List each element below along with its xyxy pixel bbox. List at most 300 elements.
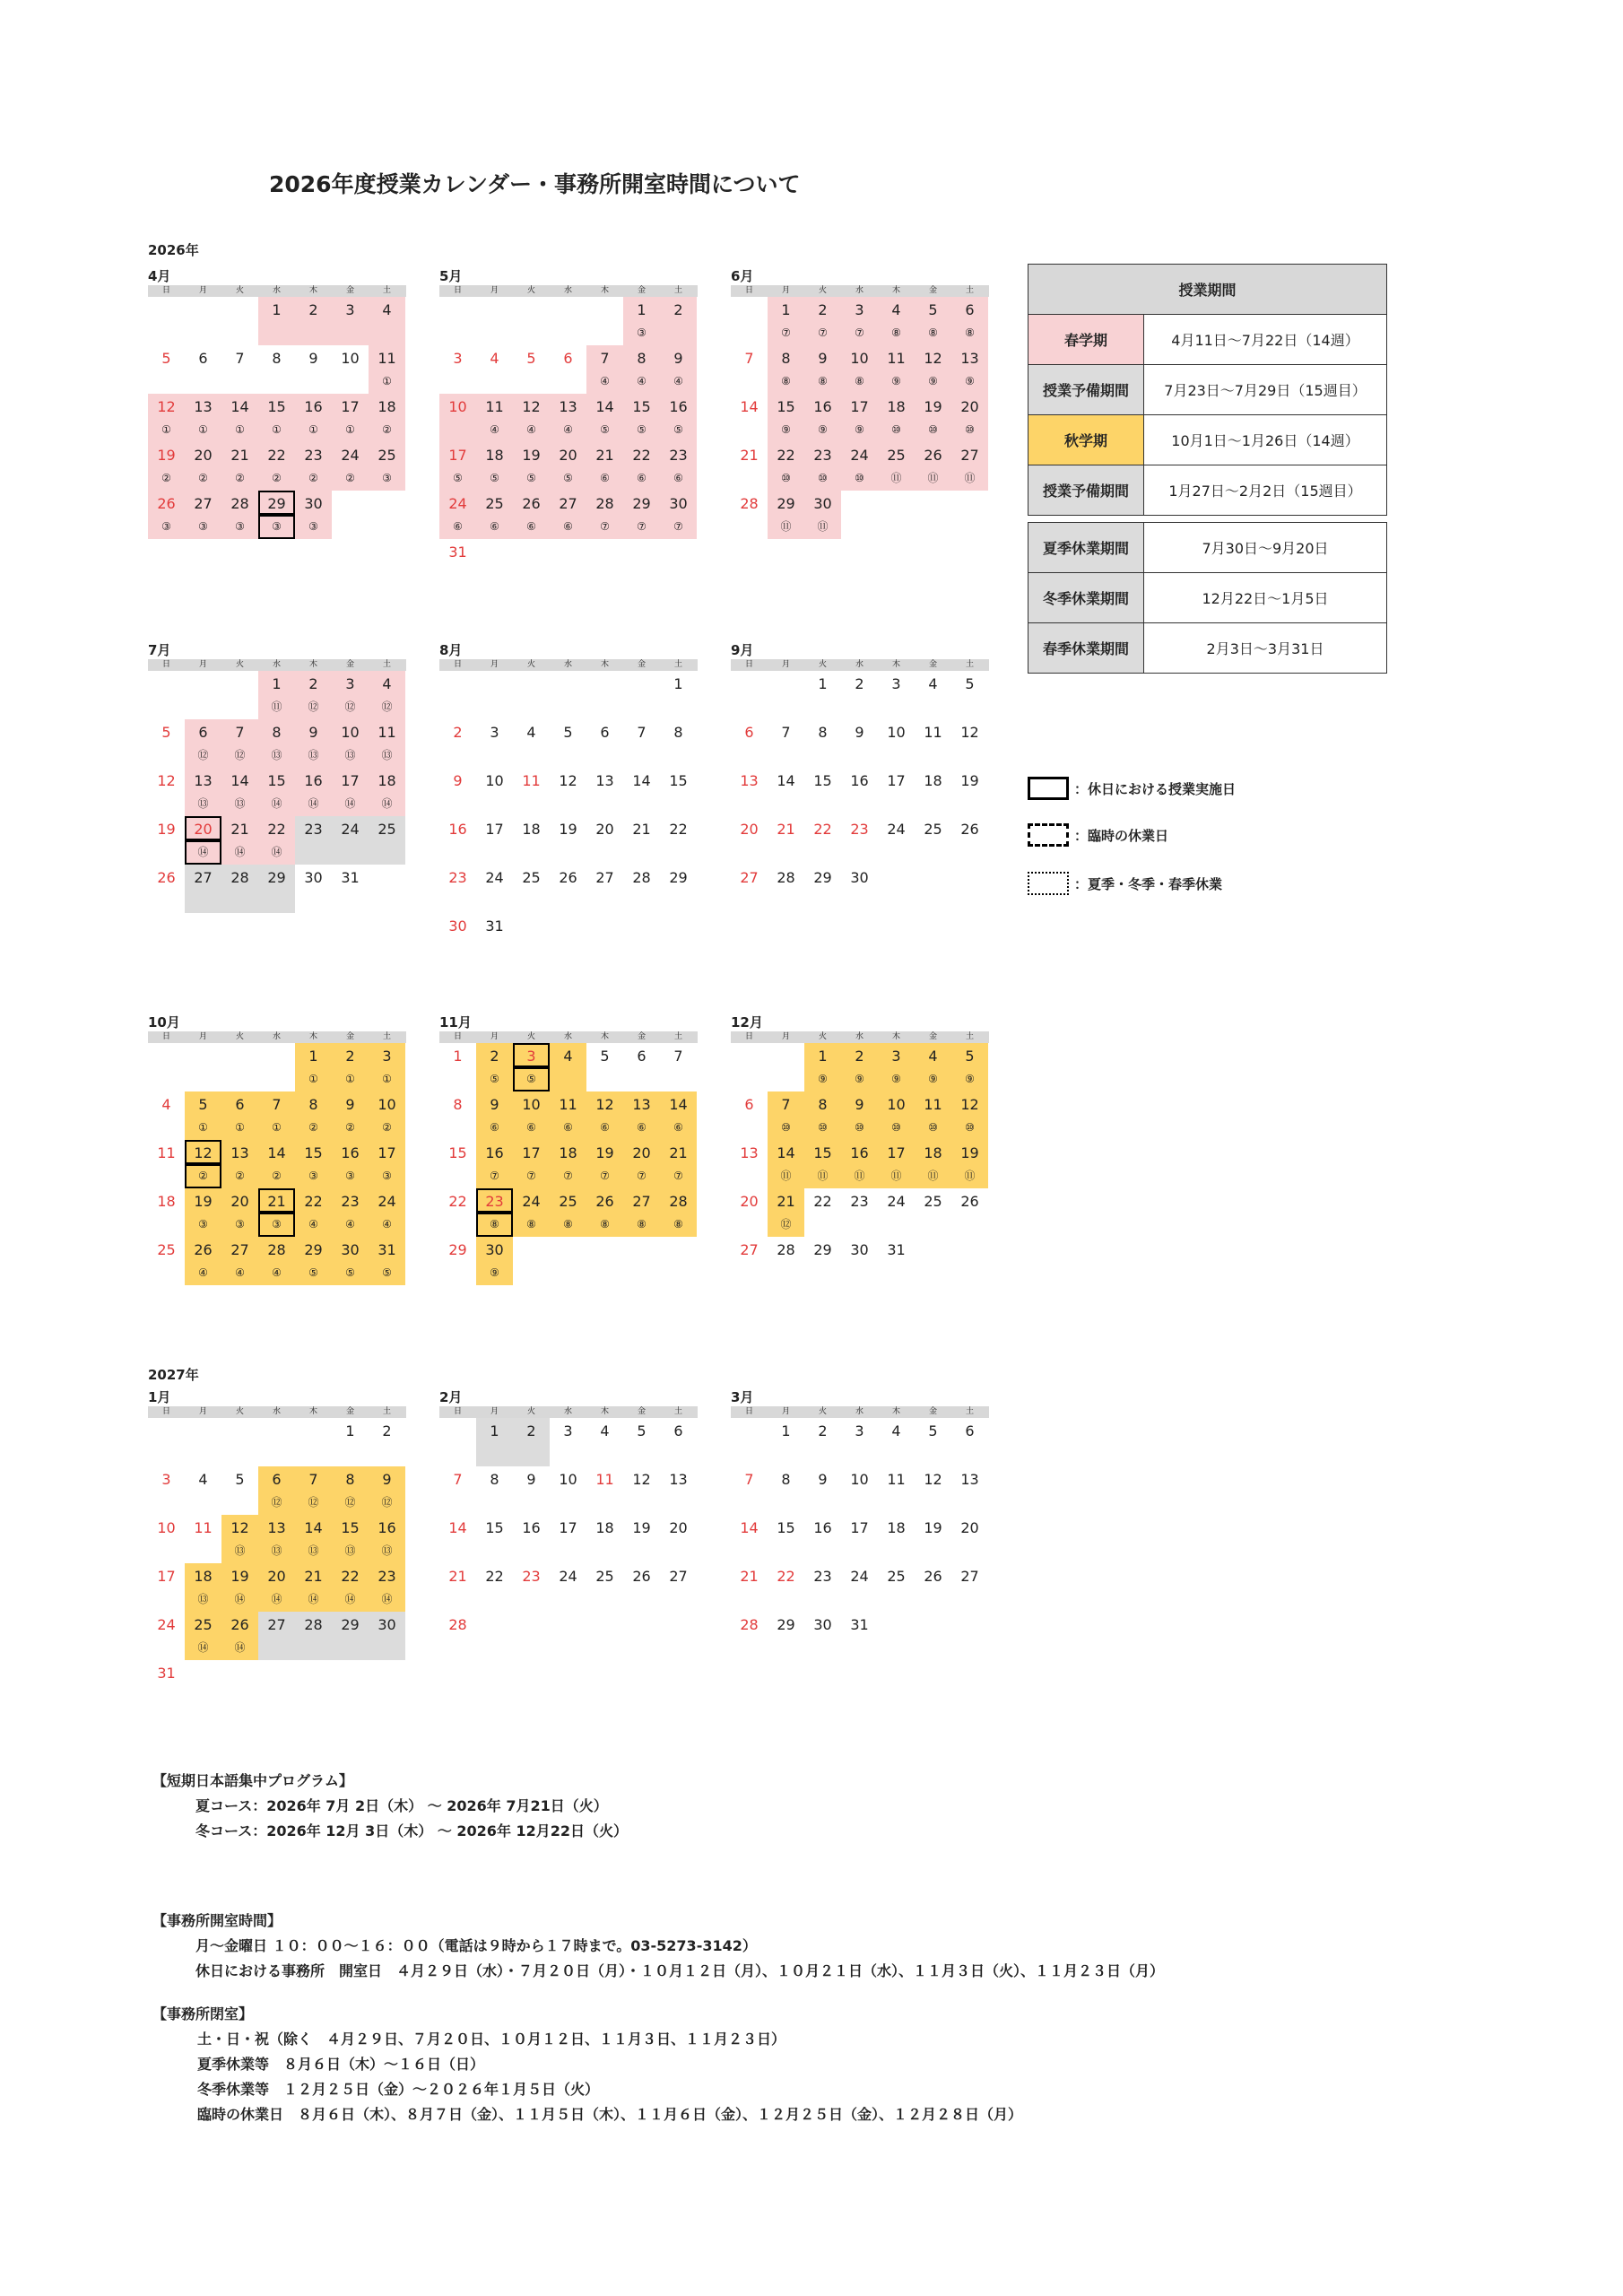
week-mark [550, 1261, 586, 1285]
week-mark [295, 840, 332, 865]
week-mark [148, 1684, 185, 1709]
week-mark: ⑭ [221, 1587, 258, 1612]
week-mark [185, 1442, 221, 1466]
day-grid [148, 1043, 406, 1285]
week-mark [586, 1491, 623, 1515]
week-mark: ⑥ [513, 515, 550, 539]
week-mark: ⑭ [221, 1636, 258, 1660]
empty-cell [439, 297, 476, 321]
week-mark [586, 695, 623, 719]
week-mark [258, 1067, 295, 1091]
day-cell: 22 [768, 442, 804, 466]
week-mark [295, 1442, 332, 1466]
week-mark: ④ [476, 418, 513, 442]
week-mark [951, 695, 988, 719]
week-mark [586, 563, 623, 587]
week-mark: ① [258, 1116, 295, 1140]
day-cell: 9 [841, 1091, 878, 1116]
day-cell: 1 [623, 297, 660, 321]
week-mark [148, 370, 185, 394]
day-cell: 15 [669, 772, 688, 789]
week-mark: ⑭ [185, 840, 221, 865]
week-mark: ② [148, 466, 185, 491]
day-cell: 21 [660, 1140, 697, 1164]
weekday-label: 月 [490, 660, 499, 669]
week-mark: ① [221, 1116, 258, 1140]
day-cell: 6 [637, 1048, 647, 1065]
empty-cell [185, 671, 221, 695]
week-mark: ⑨ [951, 1067, 988, 1091]
week-mark [513, 744, 550, 768]
day-cell: 5 [185, 1091, 221, 1116]
week-mark [185, 1067, 221, 1091]
weekday-label: 木 [891, 286, 900, 295]
week-mark: ⑭ [295, 792, 332, 816]
day-cell: 7 [673, 1048, 683, 1065]
month-2 [439, 267, 698, 587]
day-cell: 25 [924, 1193, 942, 1210]
weekday-header [148, 659, 406, 671]
weekday-label: 日 [161, 1407, 170, 1416]
week-mark: ⑪ [841, 1164, 878, 1188]
day-cell: 7 [744, 350, 754, 367]
empty-cell [951, 1237, 988, 1261]
day-cell: 12 [951, 1091, 988, 1116]
weekday-label: 金 [345, 286, 354, 295]
day-cell: 14 [740, 1519, 759, 1536]
week-mark [439, 1067, 476, 1091]
week-mark: ④ [295, 1213, 332, 1237]
month-name: 2月 [439, 1389, 463, 1405]
day-cell: 16 [813, 1519, 832, 1536]
week-mark [915, 744, 951, 768]
empty-cell [439, 1418, 476, 1442]
week-mark [586, 889, 623, 913]
week-mark: ⑭ [332, 1587, 369, 1612]
week-mark: ⑥ [586, 1116, 623, 1140]
week-mark: ⑬ [295, 1539, 332, 1563]
day-cell: 7 [586, 345, 623, 370]
day-cell: 23 [476, 1188, 513, 1213]
week-mark: ⑧ [951, 321, 988, 345]
day-cell: 17 [841, 394, 878, 418]
week-mark [915, 1491, 951, 1515]
office-hours-heading: 【事務所開室時間】 [152, 1912, 282, 1929]
day-grid [148, 671, 406, 913]
week-mark: ③ [623, 321, 660, 345]
day-cell: 2 [382, 1422, 392, 1439]
empty-cell [731, 297, 768, 321]
day-cell: 7 [781, 724, 791, 741]
week-mark [878, 1587, 915, 1612]
week-mark [841, 792, 878, 816]
day-cell: 6 [185, 719, 221, 744]
day-cell: 11 [522, 772, 541, 789]
weekday-label: 土 [382, 1407, 391, 1416]
week-mark: ① [332, 418, 369, 442]
day-cell: 13 [185, 394, 221, 418]
week-mark: ② [258, 1164, 295, 1188]
week-mark [660, 563, 697, 587]
week-mark [731, 418, 768, 442]
week-mark [951, 515, 988, 539]
week-mark [439, 418, 476, 442]
week-mark [660, 937, 697, 961]
day-cell: 20 [221, 1188, 258, 1213]
week-mark: ⑤ [513, 1067, 550, 1091]
week-mark [439, 695, 476, 719]
day-cell: 9 [476, 1091, 513, 1116]
day-cell: 21 [221, 816, 258, 840]
day-cell: 13 [740, 1144, 759, 1161]
day-cell: 8 [804, 1091, 841, 1116]
day-cell: 21 [295, 1563, 332, 1587]
week-mark: ⑭ [221, 840, 258, 865]
week-mark: ⑦ [550, 1164, 586, 1188]
week-mark [550, 1442, 586, 1466]
day-cell: 3 [855, 1422, 864, 1439]
day-cell: 28 [777, 1241, 795, 1258]
weekday-label: 土 [382, 660, 391, 669]
week-mark [258, 1442, 295, 1466]
week-mark: ⑫ [768, 1213, 804, 1237]
day-cell: 9 [855, 724, 864, 741]
week-mark [660, 1539, 697, 1563]
week-mark [623, 792, 660, 816]
week-mark [841, 1261, 878, 1285]
week-mark: ⑤ [660, 418, 697, 442]
day-cell: 27 [740, 1241, 759, 1258]
week-mark [439, 1636, 476, 1660]
day-cell: 25 [157, 1241, 176, 1258]
week-mark: ⑤ [550, 466, 586, 491]
week-mark [878, 744, 915, 768]
day-cell: 13 [951, 345, 988, 370]
day-cell: 25 [887, 1568, 906, 1585]
week-mark [841, 1636, 878, 1660]
empty-cell [258, 1418, 295, 1442]
week-mark: ⑨ [951, 370, 988, 394]
week-mark: ⑬ [295, 744, 332, 768]
empty-cell [369, 865, 405, 889]
holiday-label: 春季休業期間 [1028, 623, 1144, 674]
weekday-label: 日 [744, 1032, 753, 1041]
weekday-label: 日 [744, 660, 753, 669]
empty-cell [731, 1418, 768, 1442]
empty-cell [915, 1612, 951, 1636]
day-cell: 19 [632, 1519, 651, 1536]
day-cell: 31 [341, 869, 360, 886]
week-mark [332, 1684, 369, 1709]
day-cell: 24 [439, 491, 476, 515]
empty-cell [148, 1043, 185, 1067]
week-mark [550, 370, 586, 394]
month-name: 9月 [731, 642, 754, 658]
week-mark [731, 370, 768, 394]
weekday-label: 火 [818, 286, 827, 295]
week-mark: ③ [185, 515, 221, 539]
week-mark [439, 1213, 476, 1237]
week-mark [439, 1539, 476, 1563]
day-cell: 20 [258, 1563, 295, 1587]
day-cell: 3 [563, 1422, 573, 1439]
year-label-2026: 2026年 [148, 242, 199, 258]
week-mark [513, 1539, 550, 1563]
week-mark: ⑪ [768, 1164, 804, 1188]
week-mark [550, 840, 586, 865]
day-cell: 24 [332, 442, 369, 466]
day-cell: 3 [161, 1471, 171, 1488]
day-cell: 14 [632, 772, 651, 789]
day-cell: 31 [157, 1665, 176, 1682]
day-cell: 22 [777, 1568, 795, 1585]
empty-cell [185, 1418, 221, 1442]
week-mark [878, 1213, 915, 1237]
week-mark: ⑩ [804, 1116, 841, 1140]
week-mark: ④ [660, 370, 697, 394]
week-mark [369, 1684, 405, 1709]
week-mark: ⑬ [221, 792, 258, 816]
month-name: 4月 [148, 268, 171, 284]
day-cell: 31 [887, 1241, 906, 1258]
week-mark: ⑤ [295, 1261, 332, 1285]
week-mark: ⑧ [660, 1213, 697, 1237]
week-mark: ① [369, 1067, 405, 1091]
day-cell: 24 [332, 816, 369, 840]
day-cell: 19 [915, 394, 951, 418]
week-mark: ⑥ [586, 466, 623, 491]
weekday-label: 金 [637, 1032, 646, 1041]
day-cell: 10 [485, 772, 504, 789]
day-cell: 2 [660, 297, 697, 321]
week-mark: ⑪ [878, 1164, 915, 1188]
office-hours-notes [152, 1909, 1164, 1984]
week-mark [623, 1636, 660, 1660]
week-mark [550, 1587, 586, 1612]
day-cell: 8 [272, 350, 282, 367]
day-cell: 31 [850, 1616, 869, 1633]
week-mark [476, 563, 513, 587]
week-mark [148, 695, 185, 719]
week-mark: ⑧ [841, 370, 878, 394]
day-cell: 2 [476, 1043, 513, 1067]
day-cell: 5 [161, 724, 171, 741]
day-cell: 30 [332, 1237, 369, 1261]
day-cell: 27 [740, 869, 759, 886]
day-cell: 12 [915, 345, 951, 370]
day-cell: 28 [295, 1612, 332, 1636]
week-mark [550, 563, 586, 587]
day-cell: 3 [878, 1043, 915, 1067]
empty-cell [623, 539, 660, 563]
day-cell: 13 [185, 768, 221, 792]
office-closed-line: 冬季休業等 １２月２５日（金）～２０２６年１月５日（火） [197, 2081, 600, 2098]
day-cell: 10 [841, 345, 878, 370]
week-mark [731, 792, 768, 816]
week-mark [951, 1636, 988, 1660]
month-11 [439, 1388, 698, 1660]
week-mark: ③ [295, 515, 332, 539]
week-mark [258, 321, 295, 345]
empty-cell [731, 1043, 768, 1067]
week-mark [148, 1261, 185, 1285]
day-cell: 14 [660, 1091, 697, 1116]
empty-cell [476, 1612, 513, 1636]
week-mark: ① [295, 418, 332, 442]
week-mark: ⑨ [915, 1067, 951, 1091]
week-mark: ⑦ [513, 1164, 550, 1188]
day-cell: 12 [148, 394, 185, 418]
month-4 [148, 641, 406, 913]
week-mark [439, 1116, 476, 1140]
day-cell: 19 [924, 1519, 942, 1536]
day-cell: 22 [485, 1568, 504, 1585]
month-name: 5月 [439, 268, 463, 284]
week-mark [550, 1491, 586, 1515]
weekday-header [731, 1406, 989, 1418]
day-cell: 3 [891, 675, 901, 692]
day-grid [439, 671, 698, 961]
day-cell: 18 [915, 1140, 951, 1164]
week-mark [476, 889, 513, 913]
week-mark [841, 1587, 878, 1612]
day-cell: 20 [951, 394, 988, 418]
holiday-value: 12月22日～1月5日 [1144, 573, 1387, 623]
day-cell: 18 [595, 1519, 614, 1536]
day-cell: 17 [513, 1140, 550, 1164]
week-mark: ⑫ [185, 744, 221, 768]
empty-cell [951, 491, 988, 515]
week-mark [804, 889, 841, 913]
week-mark [258, 370, 295, 394]
week-mark [513, 1491, 550, 1515]
day-cell: 25 [550, 1188, 586, 1213]
empty-cell [513, 539, 550, 563]
day-cell: 3 [513, 1043, 550, 1067]
empty-cell [915, 865, 951, 889]
day-cell: 27 [185, 865, 221, 889]
week-mark [660, 744, 697, 768]
week-mark: ④ [369, 1213, 405, 1237]
week-mark [841, 1442, 878, 1466]
day-cell: 14 [295, 1515, 332, 1539]
week-mark [439, 1164, 476, 1188]
weekday-label: 土 [965, 1032, 974, 1041]
day-cell: 19 [185, 1188, 221, 1213]
week-mark: ⑫ [295, 1491, 332, 1515]
week-mark: ⑤ [513, 466, 550, 491]
office-closed-line: 土・日・祝（除く ４月２９日、７月２０日、１０月１２日、１１月３日、１１月２３日） [197, 2031, 786, 2048]
week-mark: ⑫ [221, 744, 258, 768]
week-mark: ⑧ [550, 1213, 586, 1237]
day-cell: 1 [295, 1043, 332, 1067]
month-name: 7月 [148, 642, 171, 658]
day-cell: 13 [740, 772, 759, 789]
week-mark [951, 1213, 988, 1237]
day-cell: 12 [221, 1515, 258, 1539]
day-cell: 4 [161, 1096, 171, 1113]
day-cell: 20 [185, 442, 221, 466]
week-mark: ② [332, 1116, 369, 1140]
weekday-header [731, 285, 989, 297]
week-mark [439, 744, 476, 768]
day-cell: 24 [157, 1616, 176, 1633]
weekday-label: 土 [673, 286, 682, 295]
weekday-label: 日 [744, 286, 753, 295]
week-mark: ⑦ [623, 1164, 660, 1188]
office-closed-line: 夏季休業等 ８月６日（木）～１６日（日） [197, 2056, 485, 2073]
week-mark [148, 889, 185, 913]
weekday-label: 日 [453, 660, 462, 669]
day-cell: 23 [448, 869, 467, 886]
week-mark: ⑬ [258, 1539, 295, 1563]
week-mark: ⑥ [550, 515, 586, 539]
empty-cell [148, 671, 185, 695]
day-cell: 16 [295, 394, 332, 418]
day-cell: 16 [448, 821, 467, 838]
day-cell: 22 [258, 816, 295, 840]
week-mark [258, 889, 295, 913]
day-cell: 16 [850, 772, 869, 789]
empty-cell [258, 1043, 295, 1067]
day-cell: 4 [928, 675, 938, 692]
empty-cell [660, 1237, 697, 1261]
week-mark [623, 744, 660, 768]
day-cell: 2 [453, 724, 463, 741]
week-mark [731, 1636, 768, 1660]
week-mark [623, 937, 660, 961]
day-cell: 30 [369, 1612, 405, 1636]
day-cell: 30 [850, 1241, 869, 1258]
week-mark: ① [369, 370, 405, 394]
day-cell: 8 [673, 724, 683, 741]
week-mark [221, 889, 258, 913]
day-cell: 27 [623, 1188, 660, 1213]
week-mark: ⑧ [476, 1213, 513, 1237]
week-mark [660, 1442, 697, 1466]
week-mark: ③ [148, 515, 185, 539]
day-cell: 3 [841, 297, 878, 321]
week-mark: ⑫ [295, 695, 332, 719]
day-cell: 10 [157, 1519, 176, 1536]
day-cell: 15 [485, 1519, 504, 1536]
month-10 [148, 1388, 406, 1709]
winter-course: 冬コース：2026年 12月 3日（木） ～ 2026年 12月22日（火） [195, 1822, 629, 1839]
week-mark [185, 1684, 221, 1709]
empty-cell [951, 1612, 988, 1636]
empty-cell [295, 1660, 332, 1684]
week-mark: ③ [185, 1213, 221, 1237]
period-value: 10月1日～1月26日（14週） [1144, 415, 1387, 465]
week-mark [439, 563, 476, 587]
empty-cell [258, 1660, 295, 1684]
day-cell: 21 [221, 442, 258, 466]
legend-dashed [1028, 823, 1168, 847]
week-mark [586, 1539, 623, 1563]
day-cell: 28 [777, 869, 795, 886]
day-cell: 10 [332, 719, 369, 744]
day-cell: 4 [526, 724, 536, 741]
day-cell: 30 [660, 491, 697, 515]
week-mark [878, 889, 915, 913]
weekday-label: 土 [673, 660, 682, 669]
day-cell: 19 [221, 1563, 258, 1587]
weekday-label: 火 [235, 286, 244, 295]
week-mark [476, 1587, 513, 1612]
period-value: 7月23日～7月29日（15週目） [1144, 365, 1387, 415]
week-mark [550, 744, 586, 768]
week-mark [841, 1491, 878, 1515]
